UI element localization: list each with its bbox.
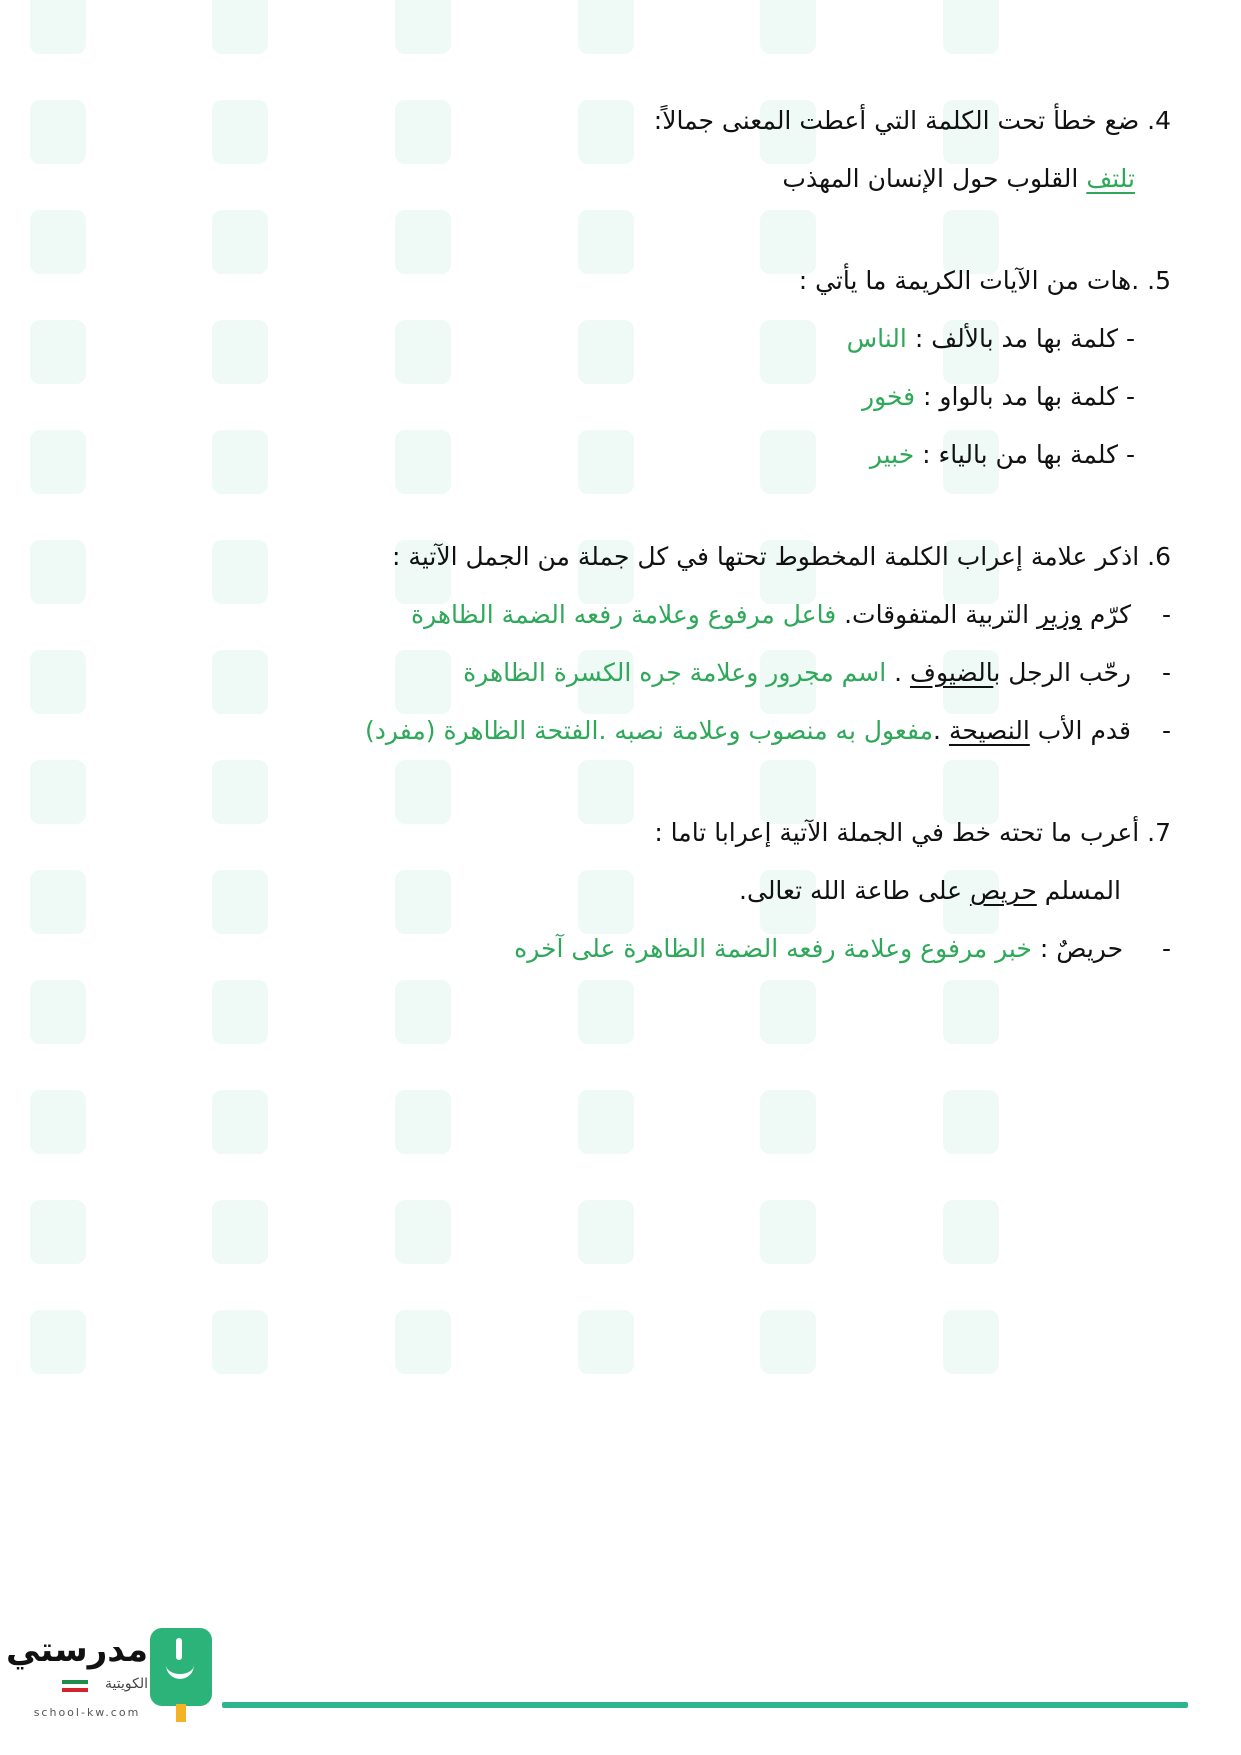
watermark-tile — [943, 980, 1093, 1050]
question-text: ضع خطأ تحت الكلمة التي أعطت المعنى جمالاً: — [653, 106, 1140, 135]
list-item — [71, 310, 1171, 368]
watermark-tile — [578, 980, 728, 1050]
watermark-tile — [760, 0, 910, 60]
watermark-tile — [760, 1200, 910, 1270]
dash: - — [1161, 600, 1171, 629]
watermark-tile — [395, 1310, 545, 1380]
sentence-pre: قدم الأب — [1029, 716, 1131, 745]
watermark-logo-icon — [30, 0, 86, 54]
sentence-post: على طاعة الله تعالى. — [739, 876, 970, 905]
watermark-tile — [30, 0, 180, 60]
list-item — [71, 426, 1171, 484]
list-item — [71, 368, 1171, 426]
footer-rule — [222, 1702, 1188, 1708]
watermark-logo-icon — [30, 1090, 86, 1154]
dash: - — [1125, 440, 1135, 469]
answer-text: خبير — [869, 440, 915, 469]
list-item — [71, 702, 1171, 760]
sentence-pre: رحّب الرجل ب — [993, 658, 1131, 687]
watermark-tile — [212, 1090, 362, 1160]
watermark-tile — [578, 1310, 728, 1380]
dash: - — [1161, 934, 1171, 963]
answer-word: تلتف — [1086, 164, 1135, 193]
question-number: 4. — [1147, 106, 1171, 135]
question-text: اذكر علامة إعراب الكلمة المخطوط تحتها في كل جملة من الجمل الآتية : — [392, 542, 1140, 571]
watermark-logo-icon — [943, 0, 999, 54]
answer-text: الناس — [846, 324, 907, 353]
watermark-tile — [395, 1200, 545, 1270]
watermark-logo-icon — [212, 1090, 268, 1154]
watermark-tile — [212, 1200, 362, 1270]
underlined-word: الضيوف — [910, 658, 994, 687]
dash: - — [1125, 324, 1135, 353]
watermark-tile — [30, 1090, 180, 1160]
question-4-sentence — [71, 150, 1171, 208]
watermark-tile — [212, 980, 362, 1050]
watermark-logo-icon — [943, 1200, 999, 1264]
question-4-prompt — [71, 92, 1171, 150]
question-number: 7. — [1147, 818, 1171, 847]
watermark-tile — [578, 0, 728, 60]
watermark-tile — [943, 1310, 1093, 1380]
watermark-logo-icon — [760, 980, 816, 1044]
question-6-prompt — [71, 528, 1171, 586]
dash: - — [1161, 658, 1171, 687]
watermark-logo-icon — [578, 1310, 634, 1374]
watermark-tile — [578, 1090, 728, 1160]
watermark-logo-icon — [578, 0, 634, 54]
watermark-tile — [30, 1310, 180, 1380]
brand-subtitle: الكويتية — [105, 1676, 148, 1692]
watermark-logo-icon — [578, 1200, 634, 1264]
answer-text: خبر مرفوع وعلامة رفعه الضمة الظاهرة على آخره — [514, 934, 1032, 963]
watermark-tile — [212, 0, 362, 60]
watermark-tile — [395, 1090, 545, 1160]
question-text: .هات من الآيات الكريمة ما يأتي : — [798, 266, 1140, 295]
watermark-logo-icon — [395, 980, 451, 1044]
watermark-tile — [395, 0, 545, 60]
watermark-logo-icon — [760, 0, 816, 54]
question-number: 5. — [1147, 266, 1171, 295]
answer-text: فخور — [862, 382, 916, 411]
list-item — [71, 586, 1171, 644]
sentence-post: . — [886, 658, 911, 687]
watermark-logo-icon — [30, 980, 86, 1044]
answer-text: فاعل مرفوع وعلامة رفعه الضمة الظاهرة — [410, 600, 837, 629]
watermark-logo-icon — [578, 1090, 634, 1154]
watermark-logo-icon — [760, 1310, 816, 1374]
answer-text: اسم مجرور وعلامة جره الكسرة الظاهرة — [463, 658, 887, 687]
question-text: أعرب ما تحته خط في الجملة الآتية إعرابا تاما : — [654, 818, 1140, 847]
dash: - — [1125, 382, 1135, 411]
watermark-logo-icon — [395, 0, 451, 54]
watermark-logo-icon — [212, 1200, 268, 1264]
watermark-logo-icon — [943, 1310, 999, 1374]
sentence-post: . — [933, 716, 949, 745]
list-item — [71, 644, 1171, 702]
brand-logo-icon — [150, 1628, 212, 1706]
brand-name: مدرستي — [6, 1630, 148, 1670]
watermark-tile — [760, 1310, 910, 1380]
watermark-logo-icon — [212, 980, 268, 1044]
brand-logo — [6, 1628, 214, 1738]
watermark-logo-icon — [395, 1200, 451, 1264]
watermark-logo-icon — [212, 1310, 268, 1374]
watermark-logo-icon — [943, 1090, 999, 1154]
watermark-tile — [943, 1090, 1093, 1160]
watermark-logo-icon — [30, 1200, 86, 1264]
watermark-tile — [760, 1090, 910, 1160]
watermark-tile — [30, 1200, 180, 1270]
item-label: كلمة بها مد بالواو : — [915, 382, 1126, 411]
sentence-post: التربية المتفوقات. — [836, 600, 1037, 629]
list-item — [71, 920, 1171, 978]
question-7-prompt — [71, 804, 1171, 862]
question-number: 6. — [1147, 542, 1171, 571]
watermark-tile — [212, 1310, 362, 1380]
watermark-logo-icon — [760, 1200, 816, 1264]
watermark-logo-icon — [30, 1310, 86, 1374]
brand-url: school-kw.com — [33, 1706, 141, 1719]
watermark-tile — [760, 980, 910, 1050]
watermark-tile — [943, 0, 1093, 60]
sentence-text: القلوب حول الإنسان المهذب — [782, 164, 1087, 193]
answer-label: حريصٌ : — [1031, 934, 1131, 963]
watermark-logo-icon — [212, 0, 268, 54]
underlined-word: وزير — [1036, 600, 1082, 629]
sentence-pre: المسلم — [1036, 876, 1121, 905]
question-7-sentence — [71, 862, 1171, 920]
watermark-logo-icon — [578, 980, 634, 1044]
watermark-tile — [395, 980, 545, 1050]
watermark-tile — [30, 980, 180, 1050]
watermark-tile — [578, 1200, 728, 1270]
question-5-prompt — [71, 252, 1171, 310]
watermark-logo-icon — [943, 980, 999, 1044]
watermark-logo-icon — [395, 1090, 451, 1154]
item-label: كلمة بها مد بالألف : — [906, 324, 1126, 353]
worksheet-content — [71, 92, 1171, 978]
watermark-logo-icon — [760, 1090, 816, 1154]
answer-text: مفعول به منصوب وعلامة نصبه .الفتحة الظاهرة (مفرد) — [365, 716, 934, 745]
underlined-word: حريص — [969, 876, 1037, 905]
dash: - — [1161, 716, 1171, 745]
watermark-logo-icon — [395, 1310, 451, 1374]
underlined-word: النصيحة — [948, 716, 1030, 745]
watermark-tile — [943, 1200, 1093, 1270]
sentence-pre: كرّم — [1081, 600, 1131, 629]
item-label: كلمة بها من بالياء : — [914, 440, 1126, 469]
